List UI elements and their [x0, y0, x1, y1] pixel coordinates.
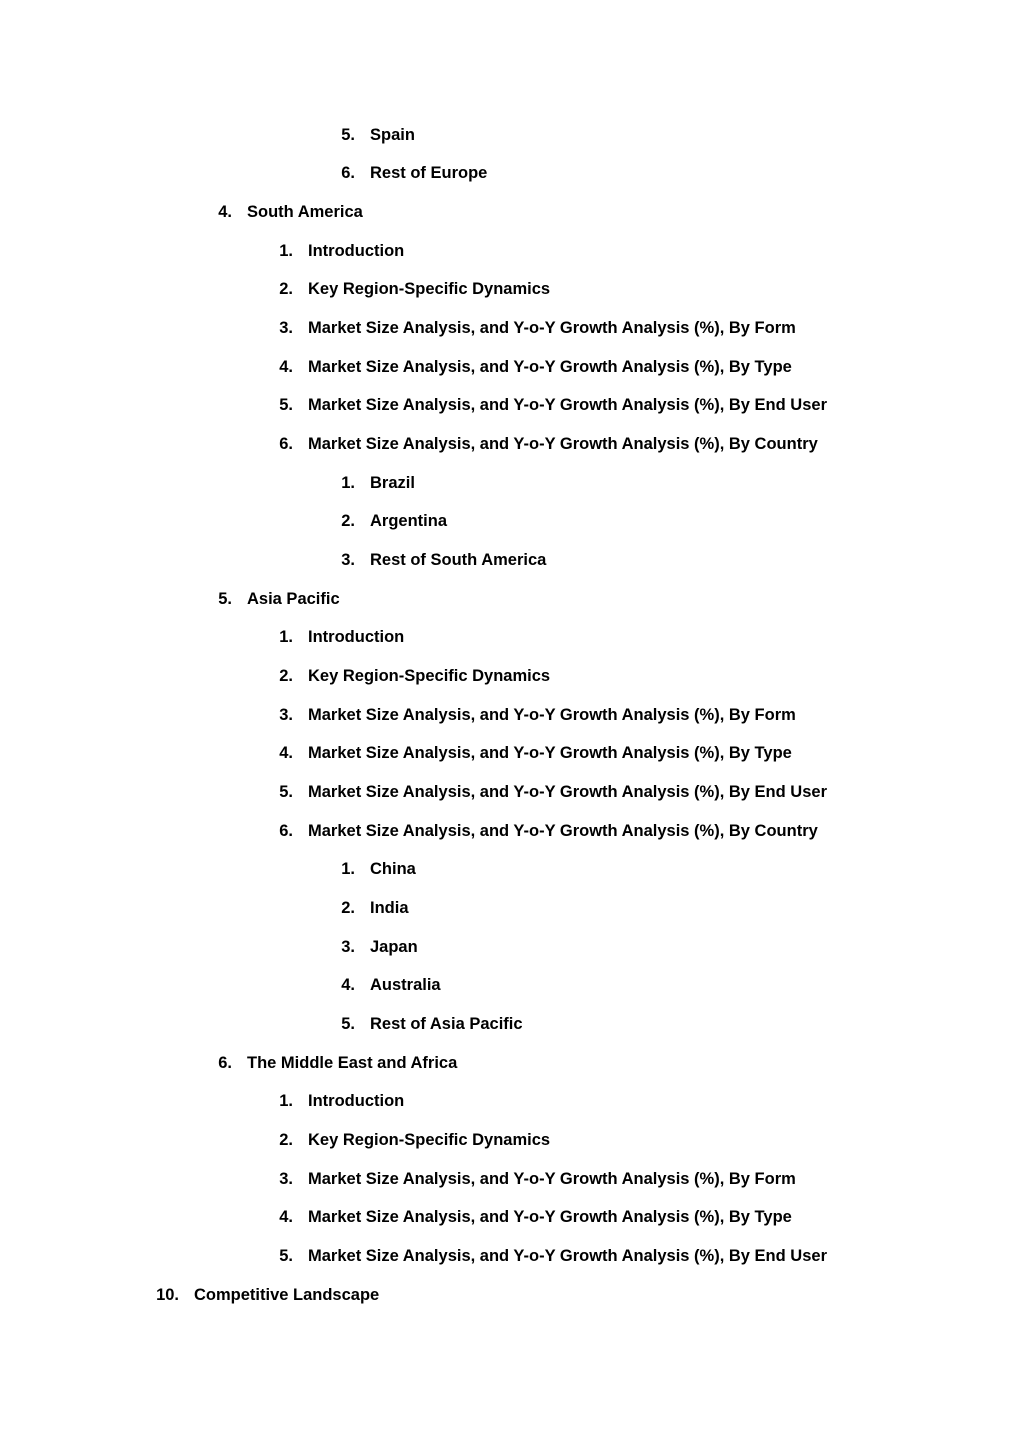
toc-item-label: Key Region-Specific Dynamics	[308, 666, 551, 685]
toc-item-label: Market Size Analysis, and Y-o-Y Growth Analysis (%), By Country	[308, 821, 818, 840]
toc-item-number: 3.	[341, 937, 355, 956]
toc-item-number: 1.	[279, 628, 293, 647]
toc-item-number: 2.	[279, 1130, 293, 1149]
toc-item-label: Australia	[370, 976, 441, 995]
toc-item-label: Rest of Europe	[370, 164, 488, 183]
toc-item	[339, 1012, 523, 1036]
toc-item-number: 3.	[279, 318, 293, 337]
toc-item	[277, 1128, 550, 1152]
toc-item-number: 6.	[279, 434, 293, 453]
toc-item-label: China	[370, 860, 416, 879]
toc-item-label: Japan	[370, 937, 418, 956]
toc-item-label: Market Size Analysis, and Y-o-Y Growth Analysis (%), By Type	[308, 1208, 792, 1227]
toc-item	[339, 510, 447, 534]
toc-item	[277, 355, 792, 379]
toc-item	[277, 432, 818, 456]
toc-item	[277, 278, 550, 302]
toc-item-number: 4.	[279, 1208, 293, 1227]
toc-item-label: Key Region-Specific Dynamics	[308, 280, 551, 299]
toc-item-number: 1.	[279, 1092, 293, 1111]
toc-item	[339, 123, 415, 147]
toc-item-label: Market Size Analysis, and Y-o-Y Growth Analysis (%), By Type	[308, 357, 792, 376]
toc-item-number: 2.	[279, 280, 293, 299]
toc-item	[277, 1090, 404, 1114]
toc-item-number: 2.	[279, 666, 293, 685]
toc-item	[277, 1206, 792, 1230]
toc-item-number: 3.	[279, 1169, 293, 1188]
toc-item-number: 4.	[279, 357, 293, 376]
toc-item	[155, 1283, 379, 1307]
toc-item	[339, 974, 441, 998]
toc-item-label: Market Size Analysis, and Y-o-Y Growth Analysis (%), By Country	[308, 434, 818, 453]
toc-item	[216, 200, 363, 224]
toc-item	[277, 780, 827, 804]
toc-item-label: Spain	[370, 125, 415, 144]
toc-item-number: 2.	[341, 512, 355, 531]
toc-item	[277, 703, 796, 727]
toc-item-label: Key Region-Specific Dynamics	[308, 1130, 551, 1149]
toc-item	[277, 664, 550, 688]
toc-item-number: 3.	[279, 705, 293, 724]
toc-item-label: Competitive Landscape	[194, 1285, 380, 1304]
toc-item-number: 5.	[341, 125, 355, 144]
toc-item-number: 6.	[341, 164, 355, 183]
toc-item-label: The Middle East and Africa	[247, 1053, 458, 1072]
toc-item-number: 4.	[218, 202, 232, 221]
toc-item	[277, 316, 796, 340]
toc-item-number: 3.	[341, 550, 355, 569]
toc-item-label: India	[370, 898, 409, 917]
toc-item-label: Rest of Asia Pacific	[370, 1014, 523, 1033]
toc-item-number: 4.	[341, 976, 355, 995]
toc-item	[277, 239, 404, 263]
toc-item	[339, 162, 487, 186]
toc-item	[339, 471, 415, 495]
toc-item-number: 5.	[341, 1014, 355, 1033]
toc-item-label: Introduction	[308, 241, 405, 260]
toc-item-number: 1.	[279, 241, 293, 260]
toc-item-number: 5.	[279, 1246, 293, 1265]
toc-item-number: 10.	[156, 1285, 179, 1304]
toc-item-label: Market Size Analysis, and Y-o-Y Growth Analysis (%), By Form	[308, 705, 796, 724]
toc-item	[277, 1167, 796, 1191]
toc-item	[339, 858, 416, 882]
toc-item-label: Market Size Analysis, and Y-o-Y Growth Analysis (%), By Type	[308, 744, 792, 763]
toc-item-number: 1.	[341, 473, 355, 492]
toc-item-label: South America	[247, 202, 363, 221]
toc-item-label: Rest of South America	[370, 550, 547, 569]
toc-item	[339, 896, 409, 920]
toc-item-number: 2.	[341, 898, 355, 917]
toc-item	[277, 394, 827, 418]
toc-item-label: Market Size Analysis, and Y-o-Y Growth Analysis (%), By Form	[308, 318, 796, 337]
toc-item	[277, 742, 792, 766]
toc-item-number: 5.	[279, 396, 293, 415]
toc-item-label: Brazil	[370, 473, 415, 492]
toc-item-number: 5.	[218, 589, 232, 608]
toc-item-number: 5.	[279, 782, 293, 801]
toc-item-label: Market Size Analysis, and Y-o-Y Growth Analysis (%), By Form	[308, 1169, 796, 1188]
toc-item-label: Introduction	[308, 628, 405, 647]
toc-item-label: Market Size Analysis, and Y-o-Y Growth Analysis (%), By End User	[308, 1246, 827, 1265]
toc-item	[339, 548, 546, 572]
toc-item-label: Market Size Analysis, and Y-o-Y Growth Analysis (%), By End User	[308, 782, 827, 801]
toc-item	[216, 587, 340, 611]
toc-item	[339, 935, 418, 959]
toc-item-number: 6.	[279, 821, 293, 840]
toc-item	[277, 819, 818, 843]
toc-item-number: 4.	[279, 744, 293, 763]
toc-item-number: 6.	[218, 1053, 232, 1072]
toc-item-label: Asia Pacific	[247, 589, 340, 608]
toc-item-number: 1.	[341, 860, 355, 879]
toc-item-label: Market Size Analysis, and Y-o-Y Growth Analysis (%), By End User	[308, 396, 827, 415]
toc-item-label: Introduction	[308, 1092, 405, 1111]
toc-item	[216, 1051, 457, 1075]
toc-item	[277, 1244, 827, 1268]
toc-item-label: Argentina	[370, 512, 448, 531]
toc-item	[277, 626, 404, 650]
